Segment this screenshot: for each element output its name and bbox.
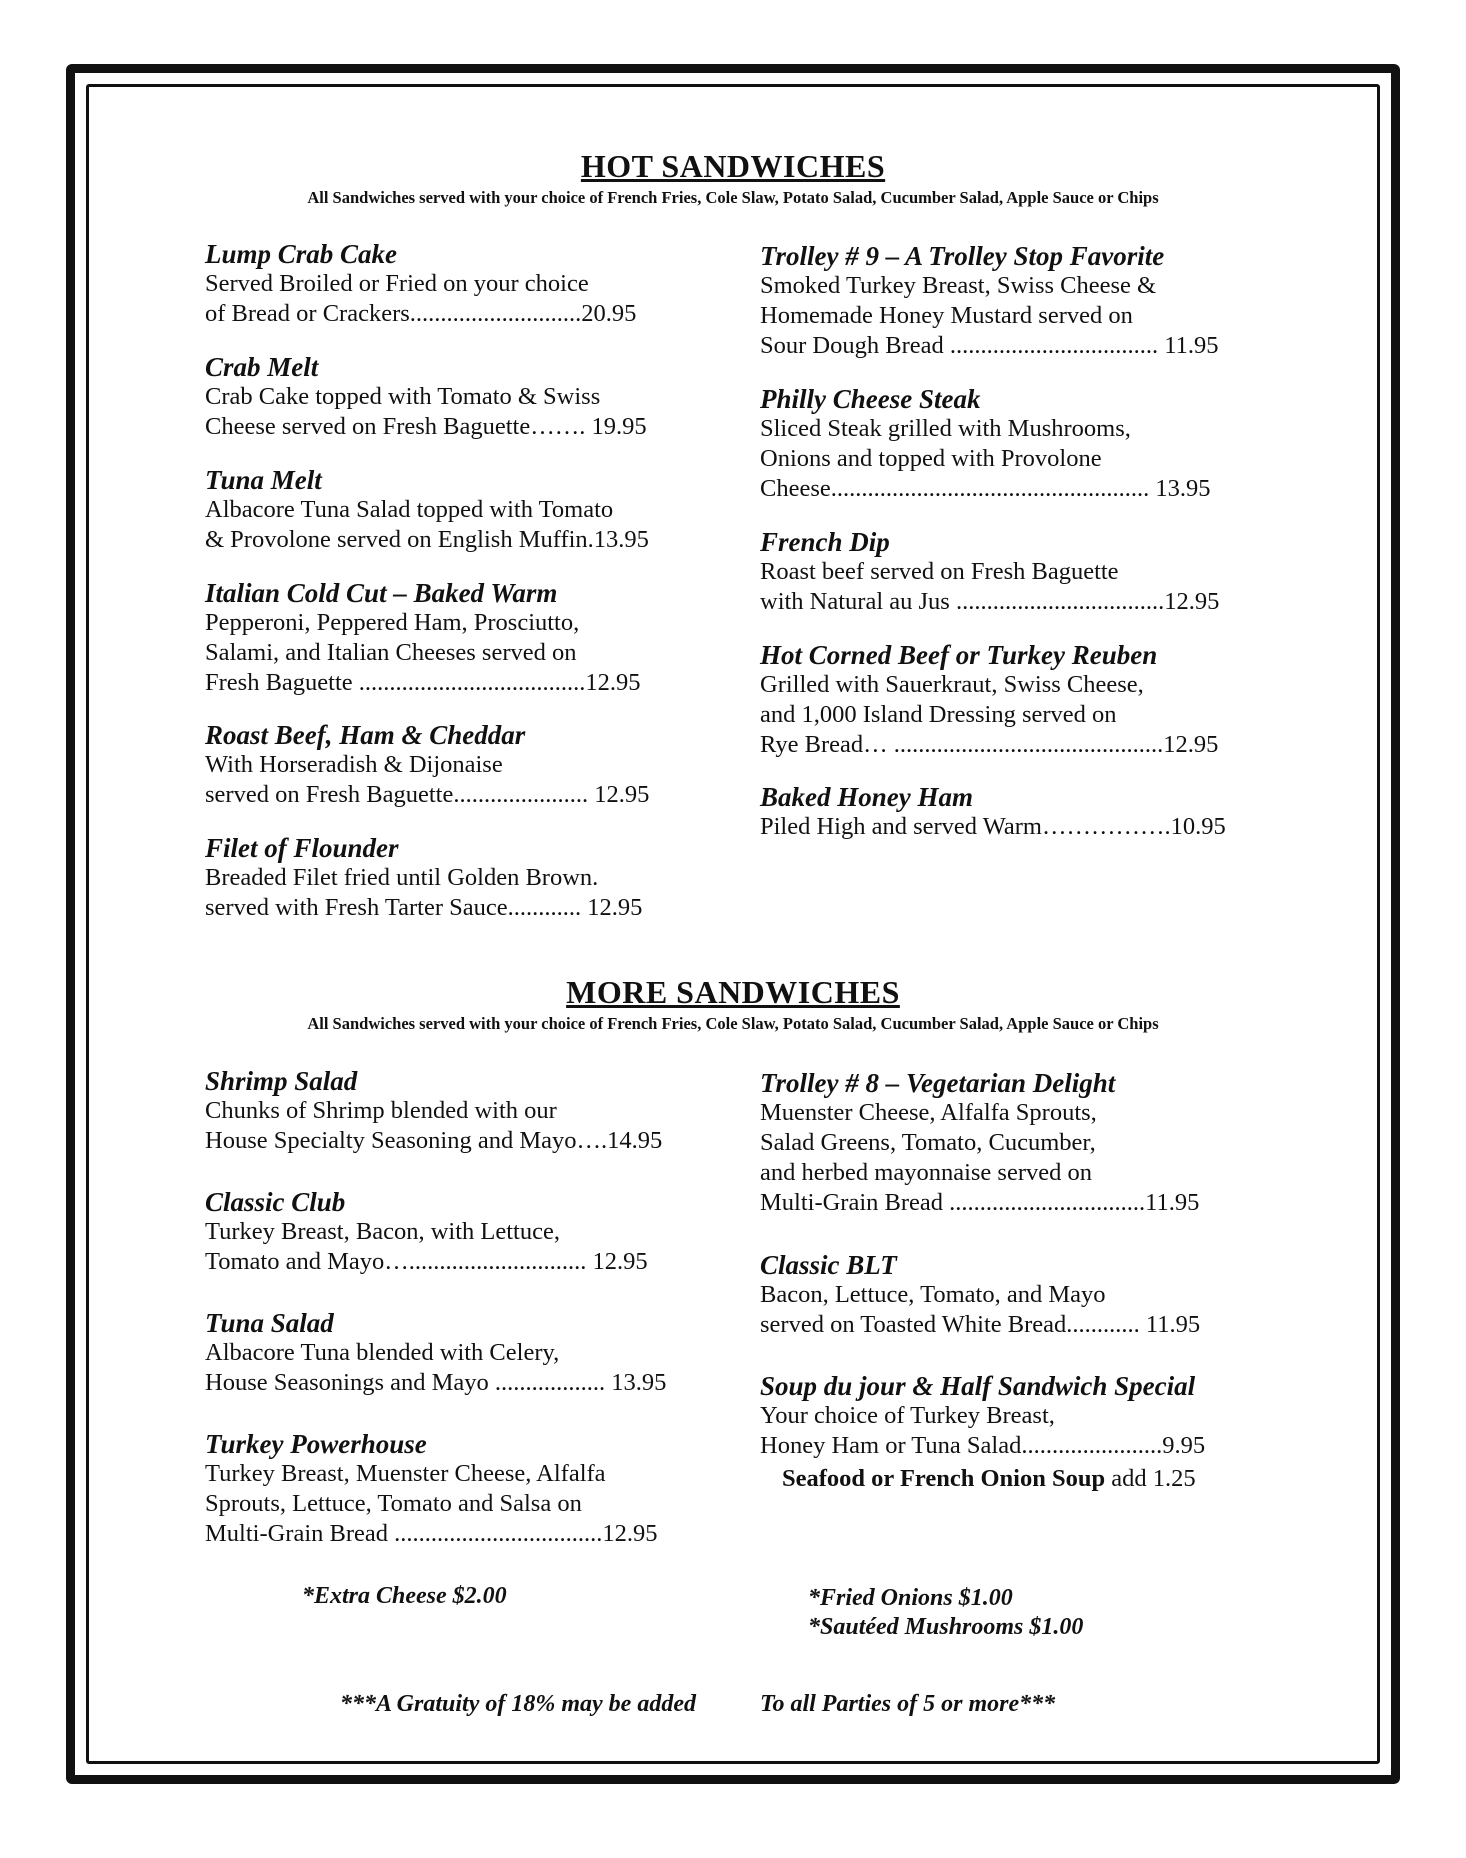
extra-fried-onions: *Fried Onions $1.00 <box>808 1585 1013 1611</box>
item-desc: Sour Dough Bread .................................. 11.95 <box>760 332 1219 359</box>
menu-item <box>760 1068 1199 1218</box>
menu-item <box>760 640 1218 760</box>
menu-item <box>205 465 649 555</box>
menu-item <box>205 352 647 442</box>
menu-item <box>205 1066 662 1156</box>
item-name: Hot Corned Beef or Turkey Reuben <box>760 640 1158 670</box>
item-name: Trolley # 8 – Vegetarian Delight <box>760 1068 1116 1098</box>
item-desc: Smoked Turkey Breast, Swiss Cheese & <box>760 272 1157 299</box>
item-desc: Multi-Grain Bread ................................11.95 <box>760 1189 1200 1216</box>
item-desc: with Natural au Jus ..................................12.95 <box>760 588 1220 615</box>
item-desc: served with Fresh Tarter Sauce............ 12.95 <box>205 894 643 921</box>
item-desc: Muenster Cheese, Alfalfa Sprouts, <box>760 1099 1097 1126</box>
item-desc: Roast beef served on Fresh Baguette <box>760 558 1119 585</box>
menu-item <box>760 1250 1200 1340</box>
item-desc: Cheese served on Fresh Baguette……. 19.95 <box>205 413 647 440</box>
menu-item <box>760 241 1218 361</box>
extra-cheese: *Extra Cheese $2.00 <box>302 1583 507 1609</box>
item-name: Filet of Flounder <box>205 833 399 863</box>
item-desc: Tomato and Mayo…............................. 12.95 <box>205 1248 648 1275</box>
item-name: Trolley # 9 – A Trolley Stop Favorite <box>760 241 1165 271</box>
item-desc: Onions and topped with Provolone <box>760 445 1102 472</box>
item-desc: Albacore Tuna Salad topped with Tomato <box>205 496 614 523</box>
more-sandwiches-title: MORE SANDWICHES <box>566 974 900 1010</box>
item-desc: Crab Cake topped with Tomato & Swiss <box>205 383 601 410</box>
item-desc: Chunks of Shrimp blended with our <box>205 1097 557 1124</box>
gratuity-note-right: To all Parties of 5 or more*** <box>760 1691 1056 1717</box>
item-name: Classic BLT <box>760 1250 897 1280</box>
item-desc: Pepperoni, Peppered Ham, Prosciutto, <box>205 609 580 636</box>
item-desc: Piled High and served Warm…………….10.95 <box>760 813 1226 840</box>
item-desc: Rye Bread… ............................................12.95 <box>760 731 1219 758</box>
menu-item <box>205 833 642 923</box>
item-desc: Honey Ham or Tuna Salad.......................9.95 <box>760 1432 1206 1459</box>
item-desc: Multi-Grain Bread ..................................12.95 <box>205 1520 658 1547</box>
item-name: Tuna Salad <box>205 1308 334 1338</box>
gratuity-note-left: ***A Gratuity of 18% may be added <box>340 1691 696 1717</box>
item-desc: Albacore Tuna blended with Celery, <box>205 1339 560 1366</box>
item-name: Lump Crab Cake <box>205 239 398 269</box>
menu-item <box>205 1429 658 1549</box>
item-desc: House Specialty Seasoning and Mayo….14.95 <box>205 1127 663 1154</box>
soup-addon-price: add 1.25 <box>1105 1465 1196 1492</box>
menu-item <box>205 720 649 810</box>
item-name: French Dip <box>760 527 890 557</box>
more-sandwiches-subtitle: All Sandwiches served with your choice of French Fries, Cole Slaw, Potato Salad, Cucumber Salad, Apple Sauce or Chips <box>307 1014 1159 1033</box>
hot-sandwiches-subtitle: All Sandwiches served with your choice of French Fries, Cole Slaw, Potato Salad, Cucumber Salad, Apple Sauce or Chips <box>307 188 1159 207</box>
item-desc: Salad Greens, Tomato, Cucumber, <box>760 1129 1096 1156</box>
item-desc: of Bread or Crackers............................20.95 <box>205 300 637 327</box>
menu-item <box>760 782 1226 842</box>
item-desc: Turkey Breast, Bacon, with Lettuce, <box>205 1218 560 1245</box>
item-desc: and 1,000 Island Dressing served on <box>760 701 1117 728</box>
item-desc: and herbed mayonnaise served on <box>760 1159 1092 1186</box>
item-desc: Breaded Filet fried until Golden Brown. <box>205 864 599 891</box>
item-name: Roast Beef, Ham & Cheddar <box>205 720 526 750</box>
item-name: Crab Melt <box>205 352 319 382</box>
item-name: Italian Cold Cut – Baked Warm <box>205 578 558 608</box>
item-desc: Sliced Steak grilled with Mushrooms, <box>760 415 1131 442</box>
item-desc: Bacon, Lettuce, Tomato, and Mayo <box>760 1281 1106 1308</box>
soup-addon <box>782 1464 1196 1494</box>
menu-item <box>760 527 1219 617</box>
item-desc: served on Toasted White Bread............ 11.95 <box>760 1311 1201 1338</box>
item-desc: Cheese.................................................... 13.95 <box>760 475 1211 502</box>
item-name: Philly Cheese Steak <box>760 384 981 414</box>
item-desc: Your choice of Turkey Breast, <box>760 1402 1055 1429</box>
item-desc: & Provolone served on English Muffin.13.95 <box>205 526 649 553</box>
item-desc: Salami, and Italian Cheeses served on <box>205 639 577 666</box>
menu-item <box>760 1371 1205 1461</box>
item-name: Soup du jour & Half Sandwich Special <box>760 1371 1196 1401</box>
item-name: Shrimp Salad <box>205 1066 358 1096</box>
menu-item <box>205 578 641 698</box>
item-desc: Fresh Baguette .....................................12.95 <box>205 669 641 696</box>
extra-sauteed-mushrooms: *Sautéed Mushrooms $1.00 <box>808 1614 1084 1640</box>
item-name: Baked Honey Ham <box>760 782 973 812</box>
menu-item <box>205 239 636 329</box>
item-desc: Grilled with Sauerkraut, Swiss Cheese, <box>760 671 1144 698</box>
item-name: Tuna Melt <box>205 465 322 495</box>
item-desc: Homemade Honey Mustard served on <box>760 302 1133 329</box>
item-desc: Sprouts, Lettuce, Tomato and Salsa on <box>205 1490 582 1517</box>
item-desc: Turkey Breast, Muenster Cheese, Alfalfa <box>205 1460 606 1487</box>
item-desc: With Horseradish & Dijonaise <box>205 751 503 778</box>
item-desc: Served Broiled or Fried on your choice <box>205 270 589 297</box>
item-desc: served on Fresh Baguette...................... 12.95 <box>205 781 650 808</box>
menu-item <box>760 384 1211 504</box>
item-name: Turkey Powerhouse <box>205 1429 427 1459</box>
hot-sandwiches-title: HOT SANDWICHES <box>580 148 886 184</box>
soup-addon-label: Seafood or French Onion Soup <box>782 1465 1106 1492</box>
item-name: Classic Club <box>205 1187 346 1217</box>
item-desc: House Seasonings and Mayo .................. 13.95 <box>205 1369 667 1396</box>
menu-item <box>205 1308 666 1398</box>
menu-item <box>205 1187 648 1277</box>
